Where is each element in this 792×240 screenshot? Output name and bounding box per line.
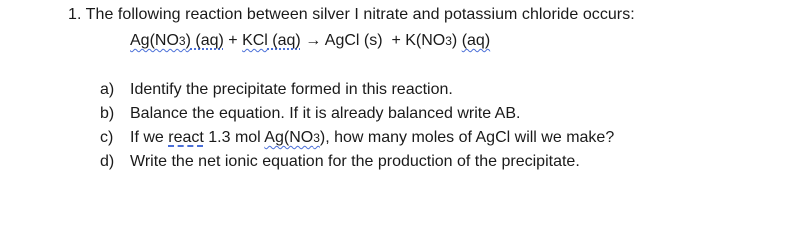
flagged-word-react: react [168, 129, 204, 146]
part-letter: a) [100, 81, 115, 98]
product-potassium-nitrate: K(NO3) [405, 32, 462, 49]
question-line [68, 6, 635, 24]
part-a [100, 80, 614, 104]
question-number: 1. [68, 6, 82, 23]
state-aq-1: (aq) [190, 32, 224, 49]
part-letter: c) [100, 129, 114, 146]
reactant-potassium-chloride: KCl [242, 32, 268, 49]
reaction-arrow: → [300, 32, 325, 49]
part-c [100, 128, 614, 152]
part-text: Identify the precipitate formed in this reaction. [130, 81, 453, 98]
part-text-lead: If we [130, 129, 169, 146]
part-d [100, 152, 614, 176]
question-parts-list [100, 80, 614, 176]
state-aq-2: (aq) [267, 32, 301, 49]
part-text: Balance the equation. If it is already balanced write AB. [130, 105, 521, 122]
flagged-formula: Ag(NO3 [264, 129, 320, 146]
chemical-equation [130, 32, 490, 50]
part-text-tail: ), how many moles of AgCl will we make? [319, 129, 615, 146]
product-silver-chloride: AgCl (s) [324, 32, 383, 49]
reactant-silver-nitrate: Ag(NO3) [130, 32, 191, 49]
part-letter: b) [100, 105, 115, 122]
part-b [100, 104, 614, 128]
part-text-amount: 1.3 mol [203, 129, 265, 146]
plus-sign-2: + [382, 32, 406, 49]
plus-sign-1: + [223, 32, 243, 49]
state-aq-3: (aq) [461, 32, 491, 49]
part-letter: d) [100, 153, 115, 170]
part-text: Write the net ionic equation for the production of the precipitate. [130, 153, 580, 170]
question-prompt: The following reaction between silver I nitrate and potassium chloride occurs: [85, 6, 635, 23]
